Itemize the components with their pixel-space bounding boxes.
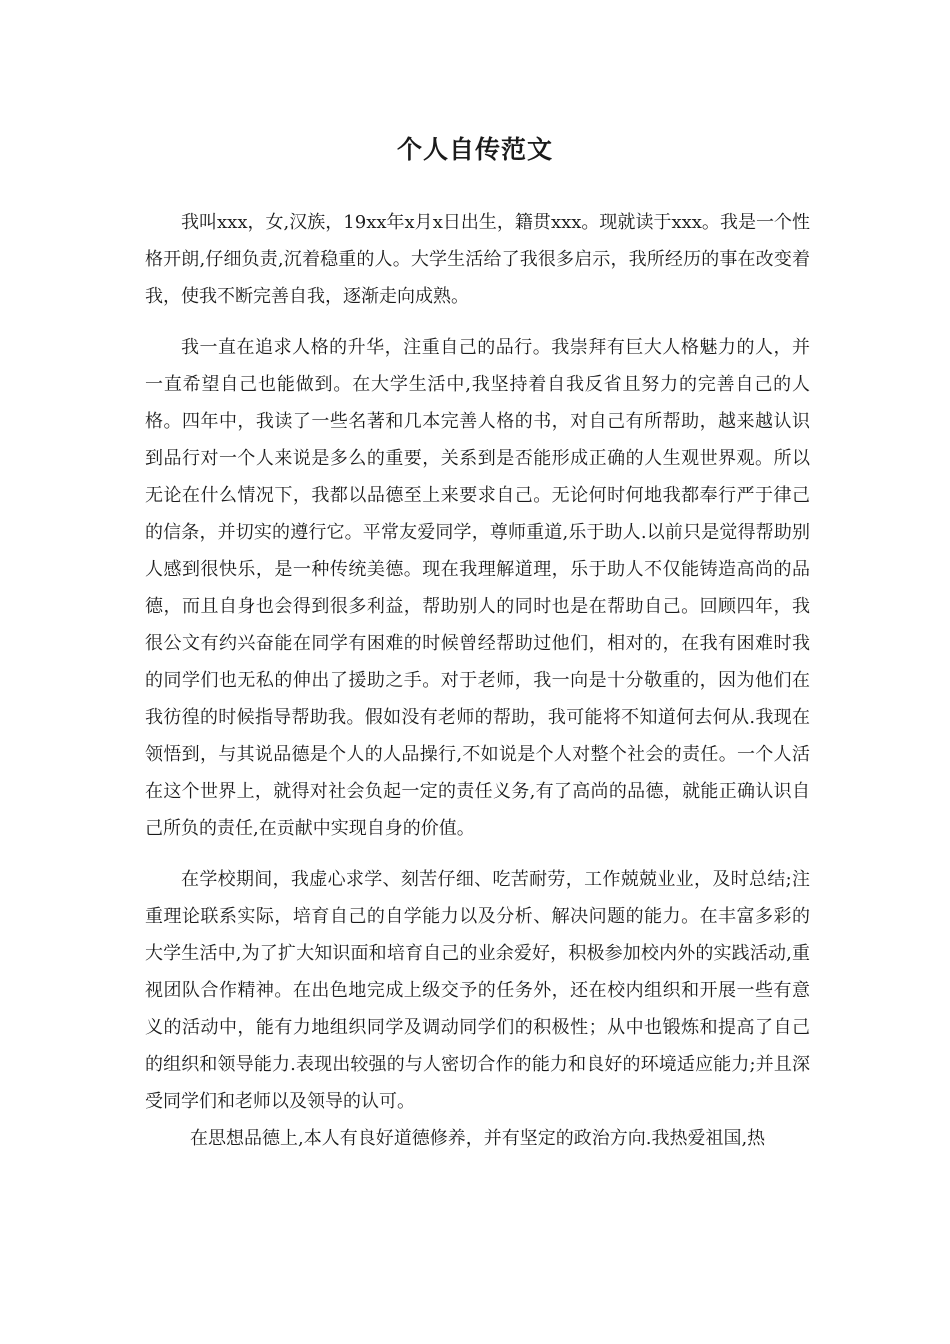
document-body: [145, 204, 810, 1157]
paragraph-character: 我一直在追求人格的升华，注重自己的品行。我崇拜有巨大人格魅力的人，并一直希望自己也能做到。在大学生活中,我坚持着自我反省且努力的完善自己的人格。四年中，我读了一些名著和几本完善人格的书，对自己有所帮助，越来越认识到品行对一个人来说是多么的重要，关系到是否能形成正确的人生观世界观。所以无论在什么情况下，我都以品德至上来要求自己。无论何时何地我都奉行严于律己的信条，并切实的遵行它。平常友爱同学，尊师重道,乐于助人.以前只是觉得帮助别人感到很快乐，是一种传统美德。现在我理解道理，乐于助人不仅能铸造高尚的品德，而且自身也会得到很多利益，帮助别人的同时也是在帮助自己。回顾四年，我很公文有约兴奋能在同学有困难的时候曾经帮助过他们，相对的，在我有困难时我的同学们也无私的伸出了援助之手。对于老师，我一向是十分敬重的，因为他们在我彷徨的时候指导帮助我。假如没有老师的帮助，我可能将不知道何去何从.我现在领悟到，与其说品德是个人的人品操行,不如说是个人对整个社会的责任。一个人活在这个世界上，就得对社会负起一定的责任义务,有了高尚的品德，就能正确认识自己所负的责任,在贡献中实现自身的价值。: [145, 337, 810, 839]
document-title: 个人自传范文: [396, 135, 553, 164]
paragraph-ideology: 在思想品德上,本人有良好道德修养，并有坚定的政治方向.我热爱祖国,热: [190, 1128, 766, 1149]
paragraph-school-period: 在学校期间，我虚心求学、刻苦仔细、吃苦耐劳，工作兢兢业业，及时总结;注重理论联系实际，培育自己的自学能力以及分析、解决问题的能力。在丰富多彩的大学生活中,为了扩大知识面和培育自己的业余爱好，积极参加校内外的实践活动,重视团队合作精神。在出色地完成上级交予的任务外，还在校内组织和开展一些有意义的活动中，能有力地组织同学及调动同学们的积极性；从中也锻炼和提高了自己的组织和领导能力.表现出较强的与人密切合作的能力和良好的环境适应能力;并且深受同学们和老师以及领导的认可。: [145, 869, 810, 1112]
paragraph-introduction: 我叫xxx，女,汉族，19xx年x月x日出生，籍贯xxx。现就读于xxx。我是一个性格开朗,仔细负责,沉着稳重的人。大学生活给了我很多启示，我所经历的事在改变着我，使我不断完善自我，逐渐走向成熟。: [145, 212, 810, 307]
